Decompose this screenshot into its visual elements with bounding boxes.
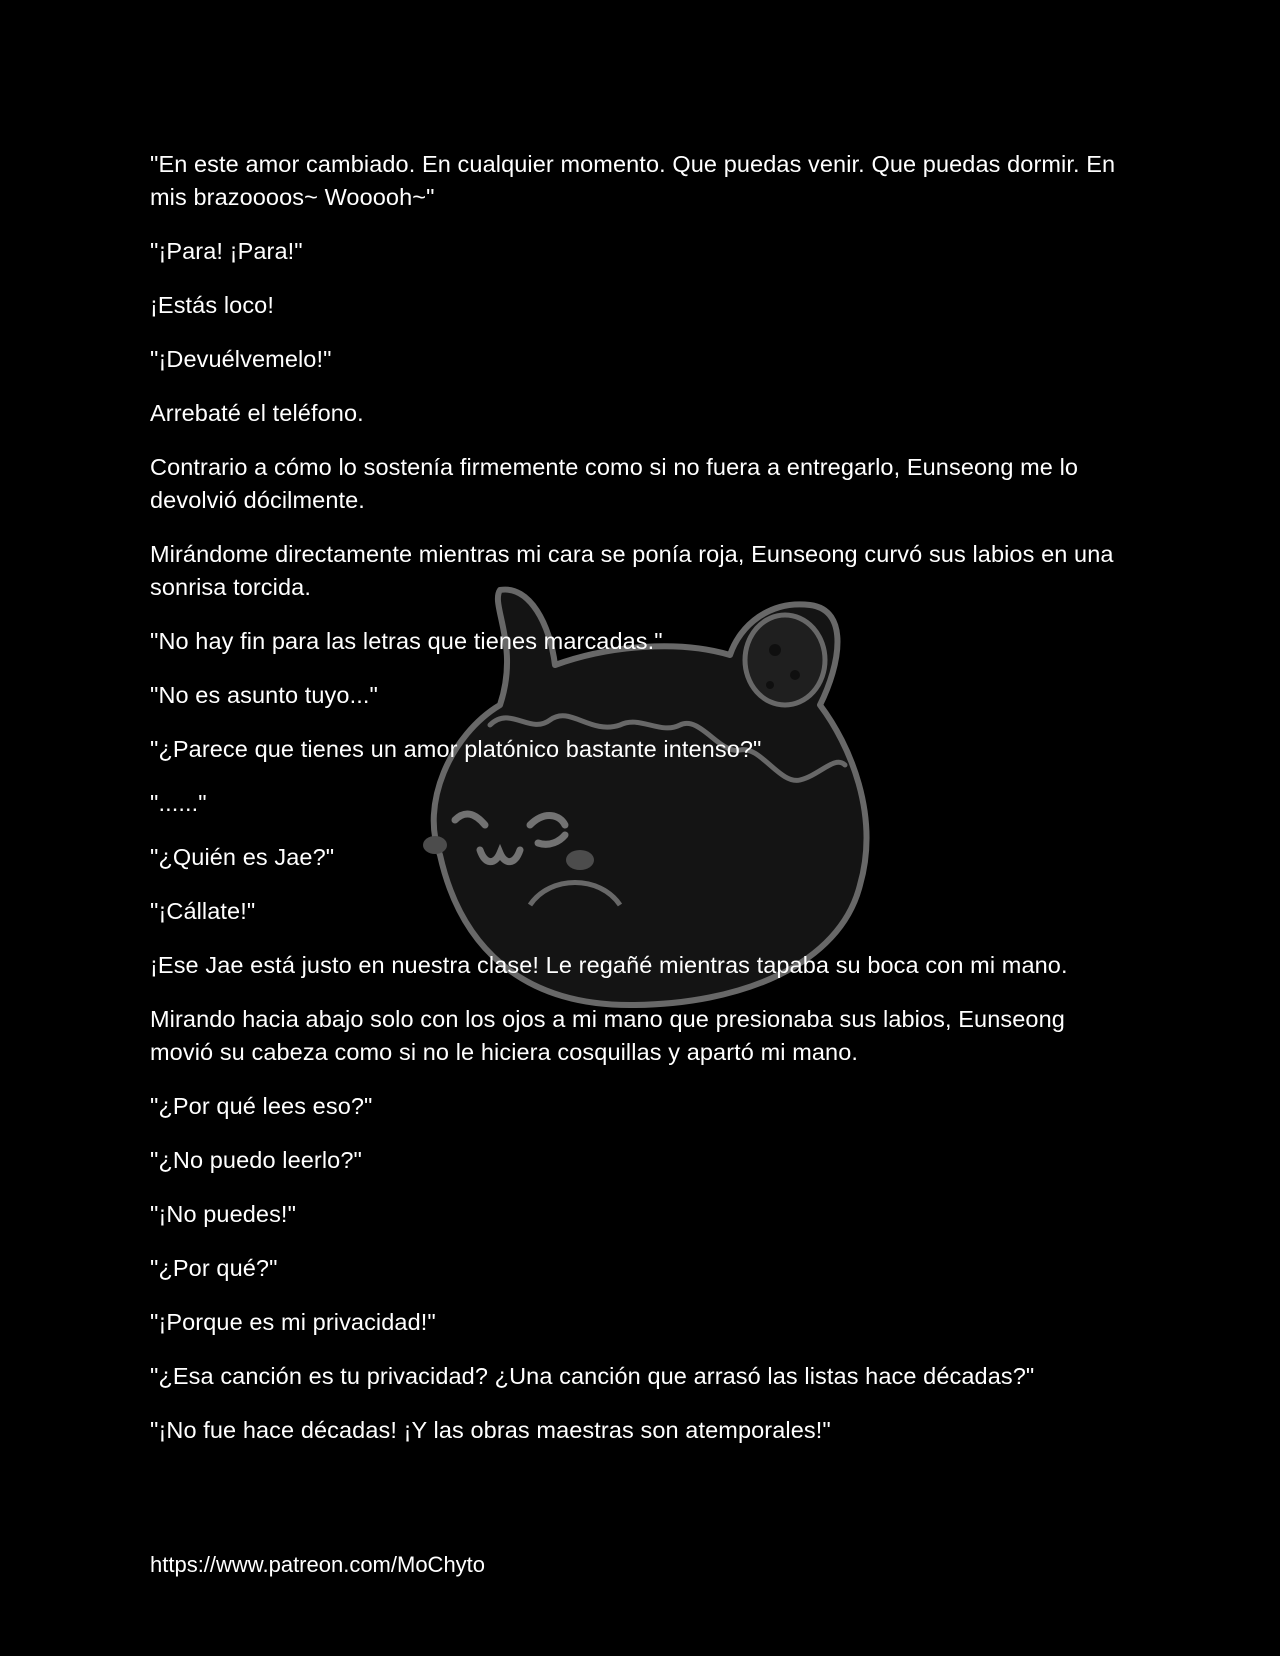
paragraph: "......": [150, 790, 207, 816]
paragraph: Mirándome directamente mientras mi cara se ponía roja, Eunseong curvó sus labios en una sonrisa torcida.: [150, 541, 1114, 600]
paragraph: ¡Ese Jae está justo en nuestra clase! Le regañé mientras tapaba su boca con mi mano.: [150, 952, 1068, 978]
paragraph: "¿Esa canción es tu privacidad? ¿Una canción que arrasó las listas hace décadas?": [150, 1363, 1035, 1389]
paragraph: "¿Por qué lees eso?": [150, 1093, 373, 1119]
paragraph: "¡Cállate!": [150, 898, 256, 924]
paragraph: "¡Devuélvemelo!": [150, 346, 332, 372]
paragraph: Contrario a cómo lo sostenía firmemente como si no fuera a entregarlo, Eunseong me lo devolvió dócilmente.: [150, 454, 1079, 513]
paragraph: "¡Para! ¡Para!": [150, 238, 303, 264]
paragraph: Arrebaté el teléfono.: [150, 400, 364, 426]
patreon-link[interactable]: https://www.patreon.com/MoChyto: [150, 1552, 486, 1577]
paragraph: "En este amor cambiado. En cualquier momento. Que puedas venir. Que puedas dormir. En mis brazoooos~ Wooooh~": [150, 151, 1116, 210]
paragraph: "¿Parece que tienes un amor platónico bastante intenso?": [150, 736, 762, 762]
paragraph: Mirando hacia abajo solo con los ojos a mi mano que presionaba sus labios, Eunseong movió su cabeza como si no le hiciera cosquillas y apartó mi mano.: [150, 1006, 1065, 1065]
paragraph: "¡No puedes!": [150, 1201, 297, 1227]
paragraph: "No es asunto tuyo...": [150, 682, 378, 708]
paragraph: "¿Por qué?": [150, 1255, 278, 1281]
paragraph: "¡Porque es mi privacidad!": [150, 1309, 436, 1335]
paragraph: "¡No fue hace décadas! ¡Y las obras maestras son atemporales!": [150, 1417, 831, 1443]
paragraph: "¿No puedo leerlo?": [150, 1147, 362, 1173]
document-body: [150, 148, 1130, 1468]
paragraph: ¡Estás loco!: [150, 292, 274, 318]
paragraph: "No hay fin para las letras que tienes marcadas.": [150, 628, 663, 654]
paragraph: "¿Quién es Jae?": [150, 844, 335, 870]
